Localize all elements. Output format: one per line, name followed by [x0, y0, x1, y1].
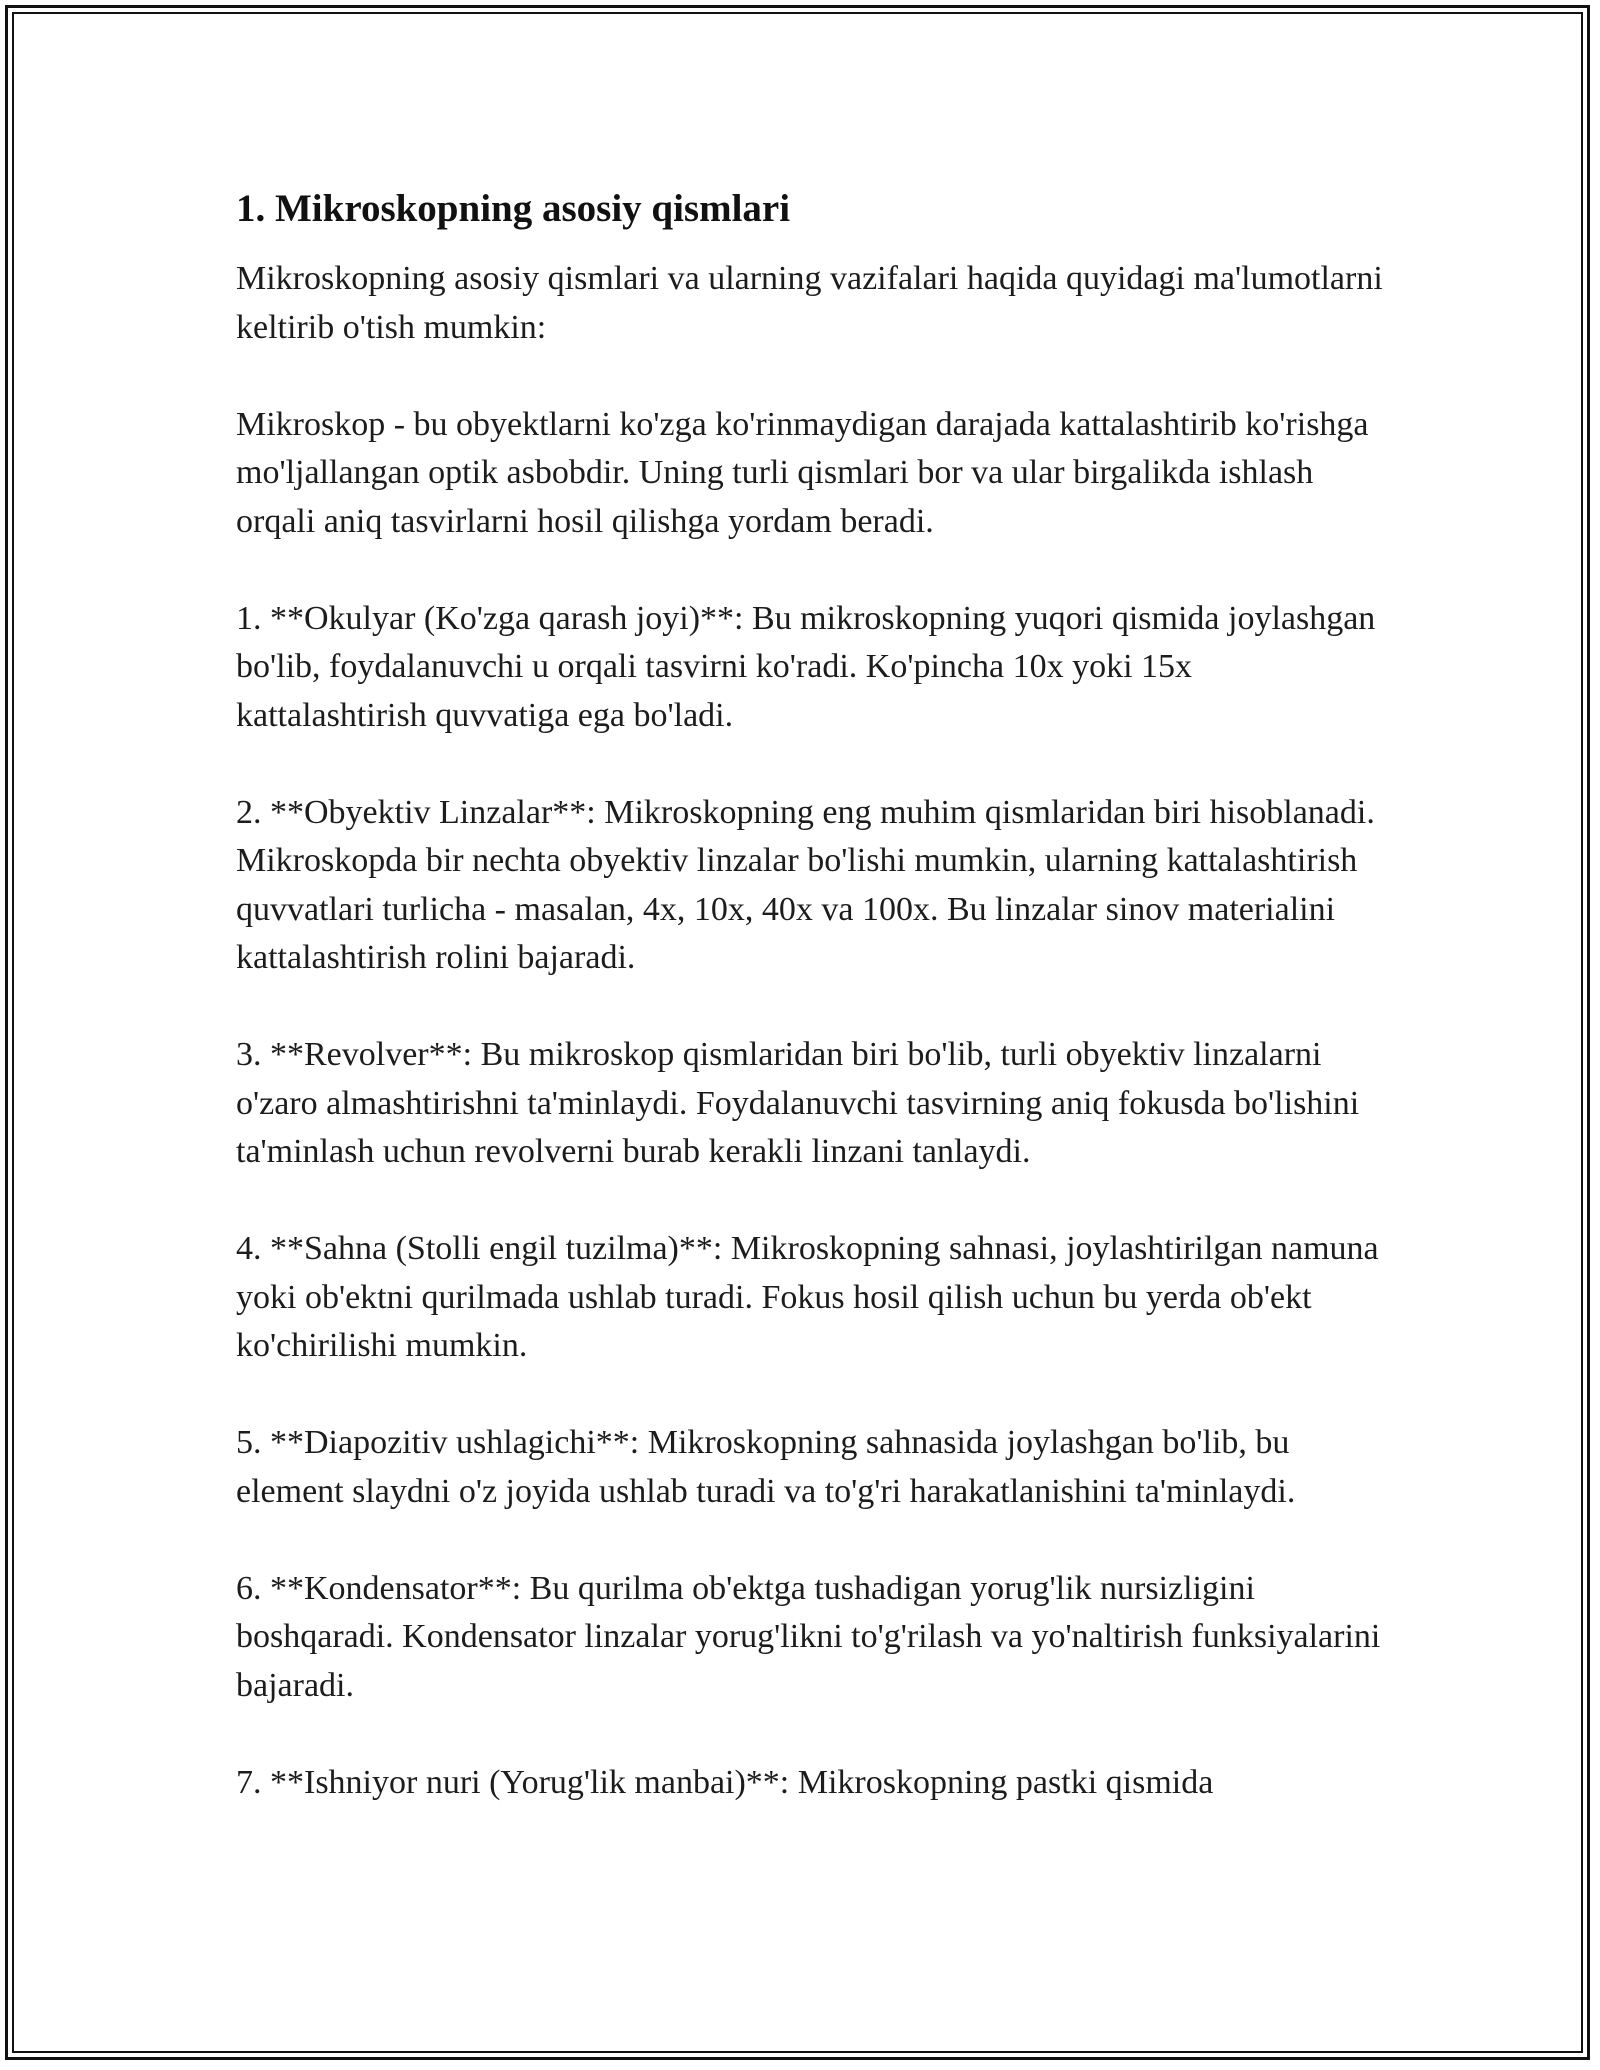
- list-item-obyektiv-linzalar: 2. **Obyektiv Linzalar**: Mikroskopning eng muhim qismlaridan biri hisoblanadi. Mikroskopda bir nechta obyektiv linzalar bo'lishi mumkin, ularning kattalashtirish quvvatlari turlicha - masalan, 4x, 10x, 40x va 100x. Bu linzalar sinov materialini kattalashtirish rolini bajaradi.: [236, 793, 1375, 976]
- document-body: [236, 185, 1386, 1856]
- definition-paragraph: Mikroskop - bu obyektlarni ko'zga ko'rinmaydigan darajada kattalashtirib ko'rishga mo'ljallangan optik asbobdir. Uning turli qismlari bor va ular birgalikda ishlash orqali aniq tasvirlarni hosil qilishga yordam beradi.: [236, 405, 1369, 540]
- list-item-sahna: 4. **Sahna (Stolli engil tuzilma)**: Mikroskopning sahnasi, joylashtirilgan namuna yoki ob'ektni qurilmada ushlab turadi. Fokus hosil qilish uchun bu yerda ob'ekt ko'chirilishi mumkin.: [236, 1230, 1379, 1364]
- section-heading: 1. Mikroskopning asosiy qismlari: [236, 187, 791, 230]
- list-item-diapozitiv-ushlagichi: 5. **Diapozitiv ushlagichi**: Mikroskopning sahnasida joylashgan bo'lib, bu element slaydni o'z joyida ushlab turadi va to'g'ri harakatlanishini ta'minlaydi.: [236, 1424, 1296, 1510]
- intro-paragraph: Mikroskopning asosiy qismlari va ularning vazifalari haqida quyidagi ma'lumotlarni keltirib o'tish mumkin:: [236, 260, 1383, 346]
- list-item-ishniyor-nuri: 7. **Ishniyor nuri (Yorug'lik manbai)**: Mikroskopning pastki qismida: [236, 1763, 1214, 1801]
- list-item-revolver: 3. **Revolver**: Bu mikroskop qismlaridan biri bo'lib, turli obyektiv linzalarni o'zaro almashtirishni ta'minlaydi. Foydalanuvchi tasvirning aniq fokusda bo'lishini ta'minlash uchun revolverni burab kerakli linzani tanlaydi.: [236, 1036, 1360, 1170]
- list-item-okulyar: 1. **Okulyar (Ko'zga qarash joyi)**: Bu mikroskopning yuqori qismida joylashgan bo'lib, foydalanuvchi u orqali tasvirni ko'radi. Ko'pincha 10x yoki 15x kattalashtirish quvvatiga ega bo'ladi.: [236, 599, 1376, 734]
- list-item-kondensator: 6. **Kondensator**: Bu qurilma ob'ektga tushadigan yorug'lik nursizligini boshqaradi. Kondensator linzalar yorug'likni to'g'rilash va yo'naltirish funksiyalarini bajaradi.: [236, 1569, 1381, 1704]
